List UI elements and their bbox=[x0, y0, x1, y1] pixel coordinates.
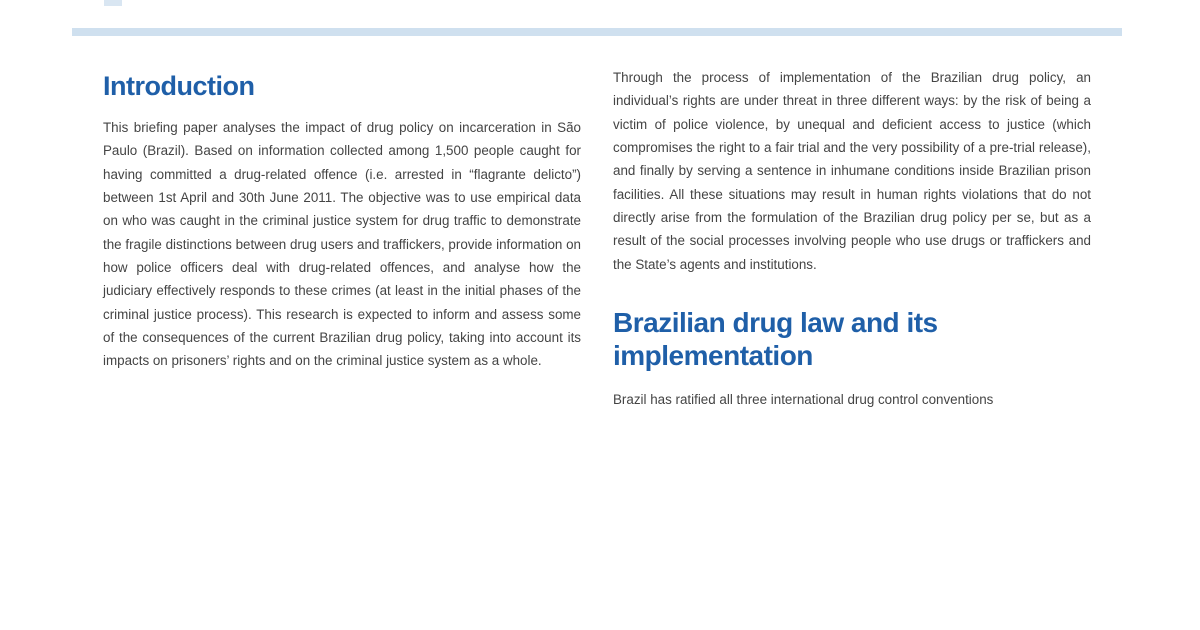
drug-law-paragraph: Brazil has ratified all three international drug control conventions bbox=[613, 392, 994, 408]
introduction-heading: Introduction bbox=[103, 71, 255, 101]
rights-paragraph: Through the process of implementation of the Brazilian drug policy, an individual’s rights are under threat in three different ways: by the risk of being a victim of police violence, by unequal and deficient access to justice (which compromises the right to a fair trial and the very possibility of a pre-trial release), and finally by serving a sentence in inhumane conditions inside Brazilian prison facilities. All these situations may result in human rights violations that do not directly arise from the formulation of the Brazilian drug policy per se, but as a result of the social processes involving people who use drugs or traffickers and the State’s agents and institutions. bbox=[613, 70, 1091, 272]
section-heading-drug-law: Brazilian drug law and its implementation bbox=[613, 307, 938, 372]
introduction-paragraph: This briefing paper analyses the impact of drug policy on incarceration in São Paulo (Brazil). Based on information collected among 1,500 people caught for having committed a drug-related offence (i.e. arrested in “flagrante delicto”) between 1st April and 30th June 2011. The objective was to use empirical data on who was caught in the criminal justice system for drug traffic to demonstrate the fragile distinctions between drug users and traffickers, provide information on how police officers deal with drug-related offences, and analyse how the judiciary effectively responds to these crimes (at least in the initial phases of the criminal justice process). This research is expected to inform and assess some of the consequences of the current Brazilian drug policy, taking into account its impacts on prisoners’ rights and on the criminal justice system as a whole. bbox=[103, 120, 581, 369]
header-divider bbox=[72, 28, 1122, 36]
right-column bbox=[613, 66, 1091, 411]
header-accent-mark bbox=[104, 0, 122, 6]
left-column bbox=[103, 66, 581, 373]
